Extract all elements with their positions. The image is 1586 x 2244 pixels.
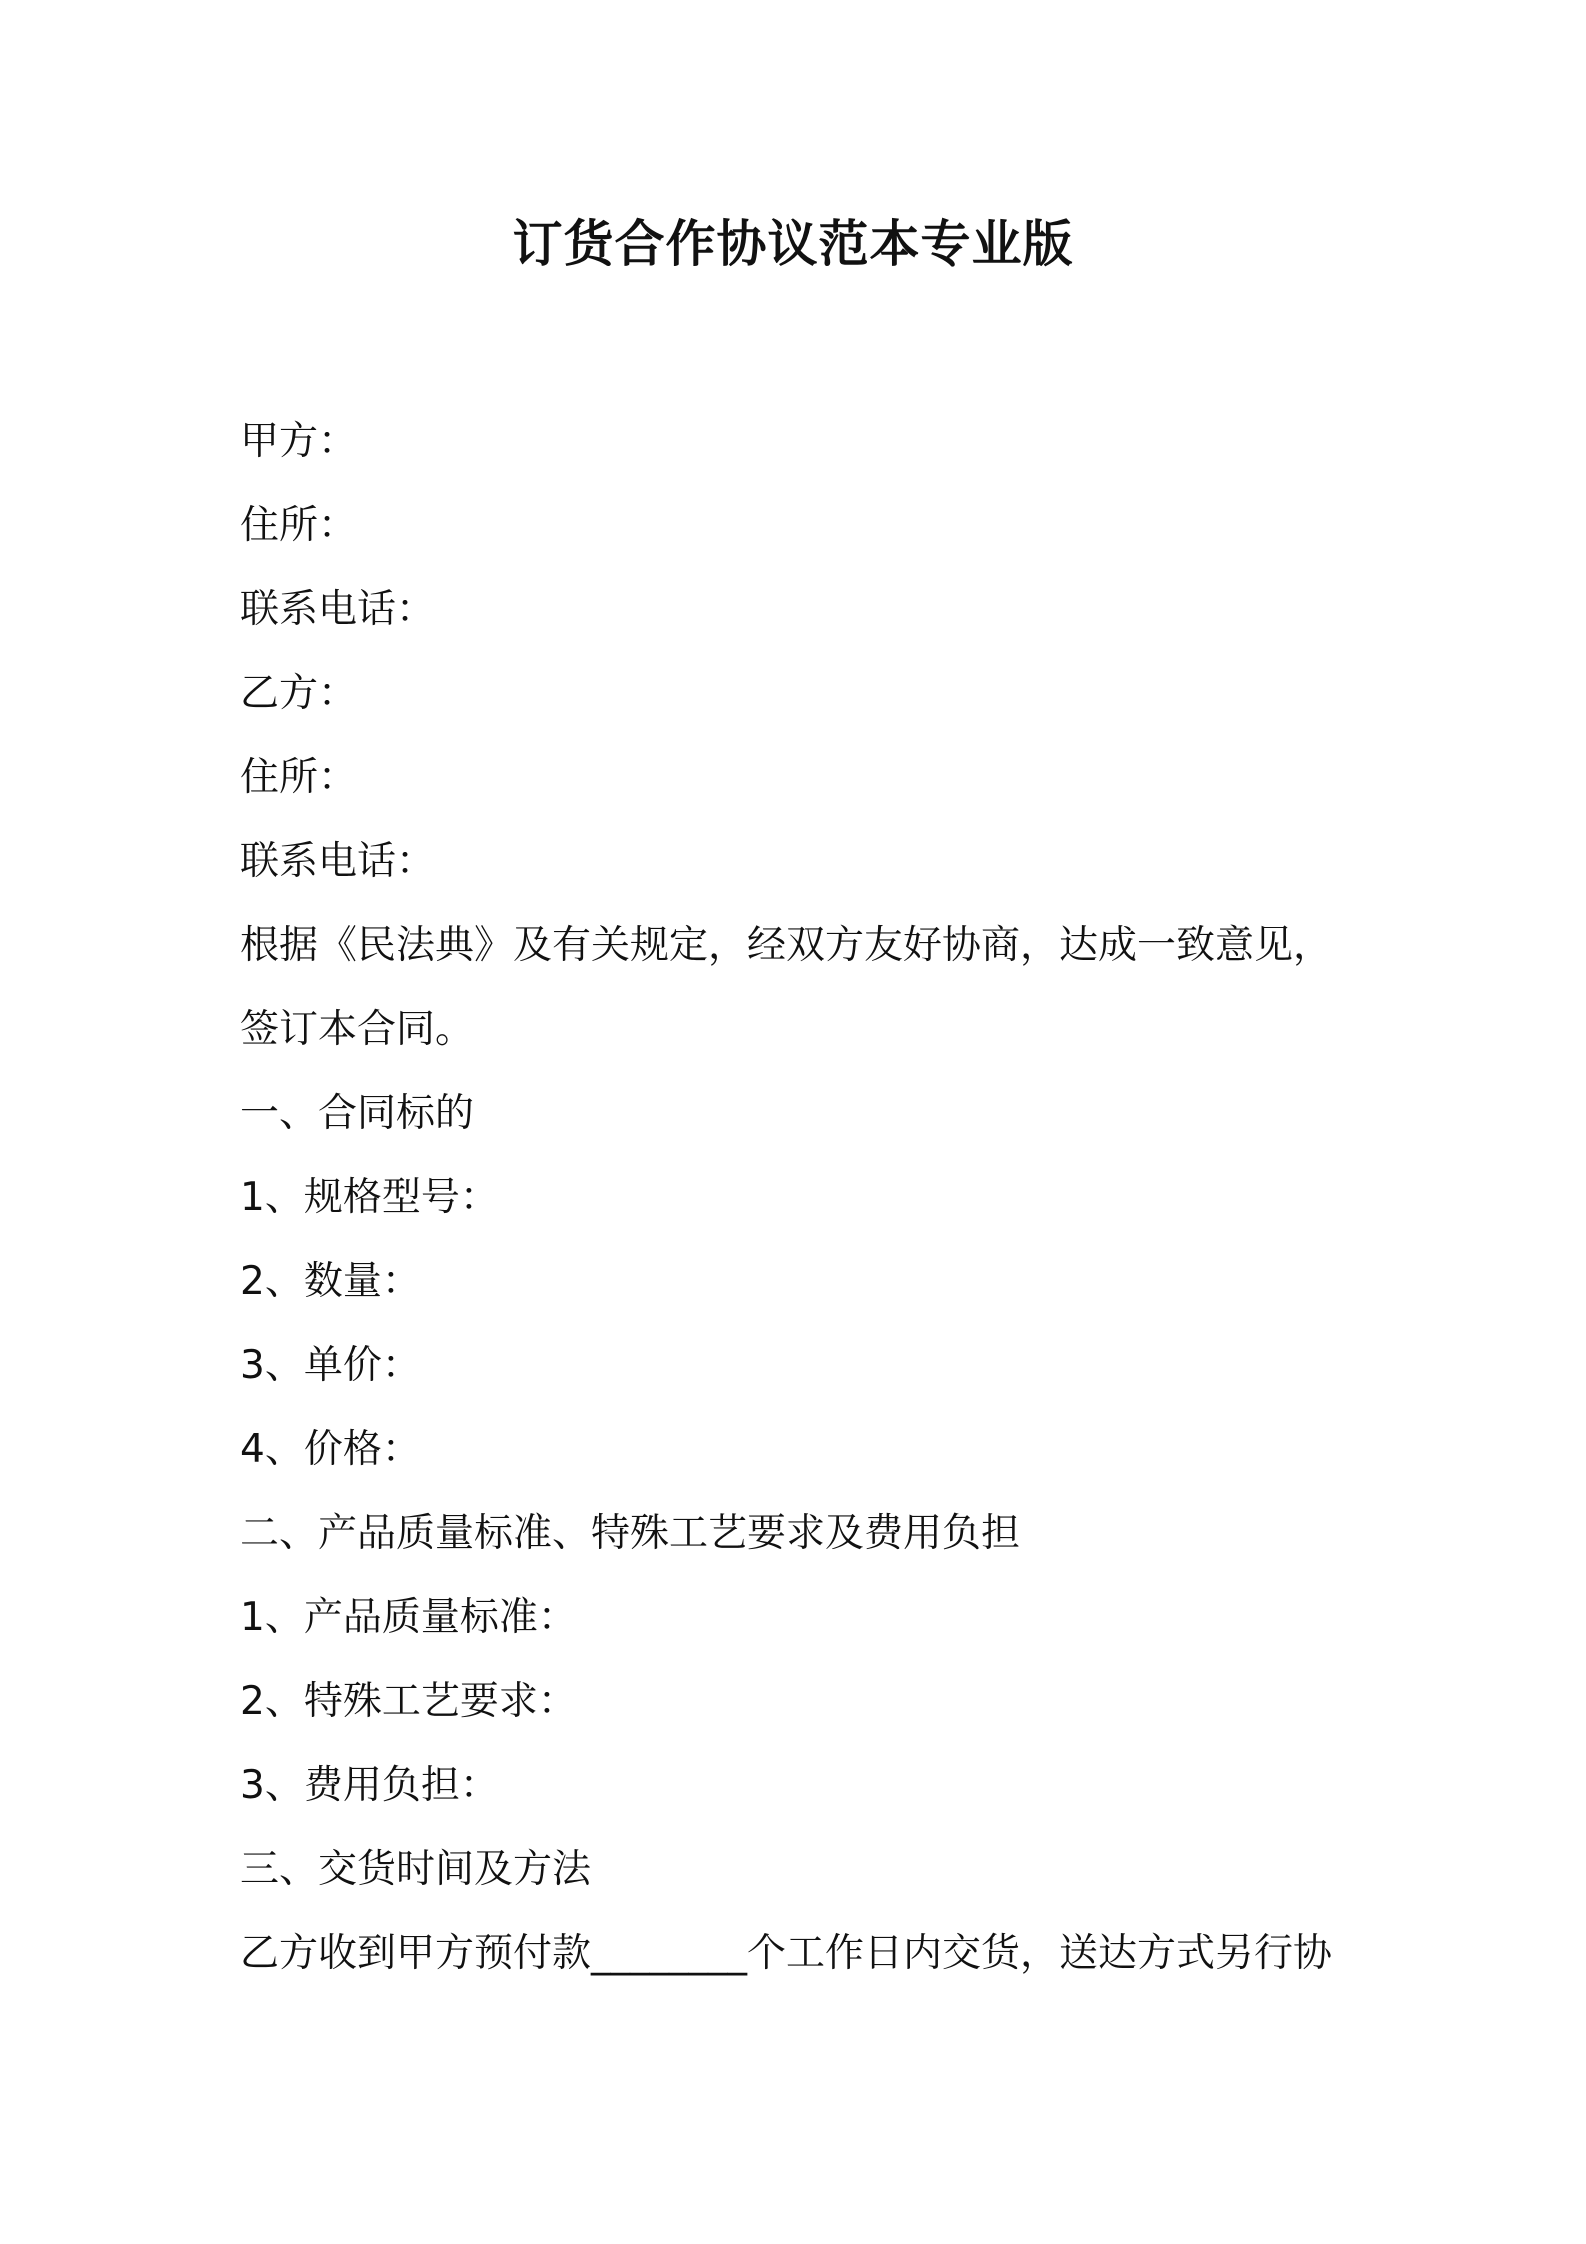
document-body — [240, 400, 1360, 1996]
preamble-line-2: 签订本合同。 — [240, 1007, 475, 1052]
document-title: 订货合作协议范本专业版 — [512, 215, 1074, 273]
section-1-item-1: 1、规格型号： — [240, 1175, 499, 1220]
party-a-address-label: 住所： — [240, 503, 358, 548]
party-a-label: 甲方： — [240, 419, 358, 464]
section-1-item-4: 4、价格： — [240, 1427, 421, 1472]
section-2-item-2: 2、特殊工艺要求： — [240, 1679, 577, 1724]
section-2-heading: 二、产品质量标准、特殊工艺要求及费用负担 — [240, 1511, 1021, 1556]
section-1-item-3: 3、单价： — [240, 1343, 421, 1388]
section-3-paragraph-line-1: 乙方收到甲方预付款________个工作日内交货，送达方式另行协 — [240, 1931, 1333, 1976]
section-2-item-3: 3、费用负担： — [240, 1763, 499, 1808]
section-1-heading: 一、合同标的 — [240, 1091, 475, 1136]
party-b-label: 乙方： — [240, 671, 358, 716]
preamble-line-1: 根据《民法典》及有关规定，经双方友好协商，达成一致意见， — [240, 923, 1333, 968]
party-b-address-label: 住所： — [240, 755, 358, 800]
party-a-phone-label: 联系电话： — [240, 587, 436, 632]
section-3-heading: 三、交货时间及方法 — [240, 1847, 592, 1892]
section-1-item-2: 2、数量： — [240, 1259, 421, 1304]
party-b-phone-label: 联系电话： — [240, 839, 436, 884]
section-2-item-1: 1、产品质量标准： — [240, 1595, 577, 1640]
